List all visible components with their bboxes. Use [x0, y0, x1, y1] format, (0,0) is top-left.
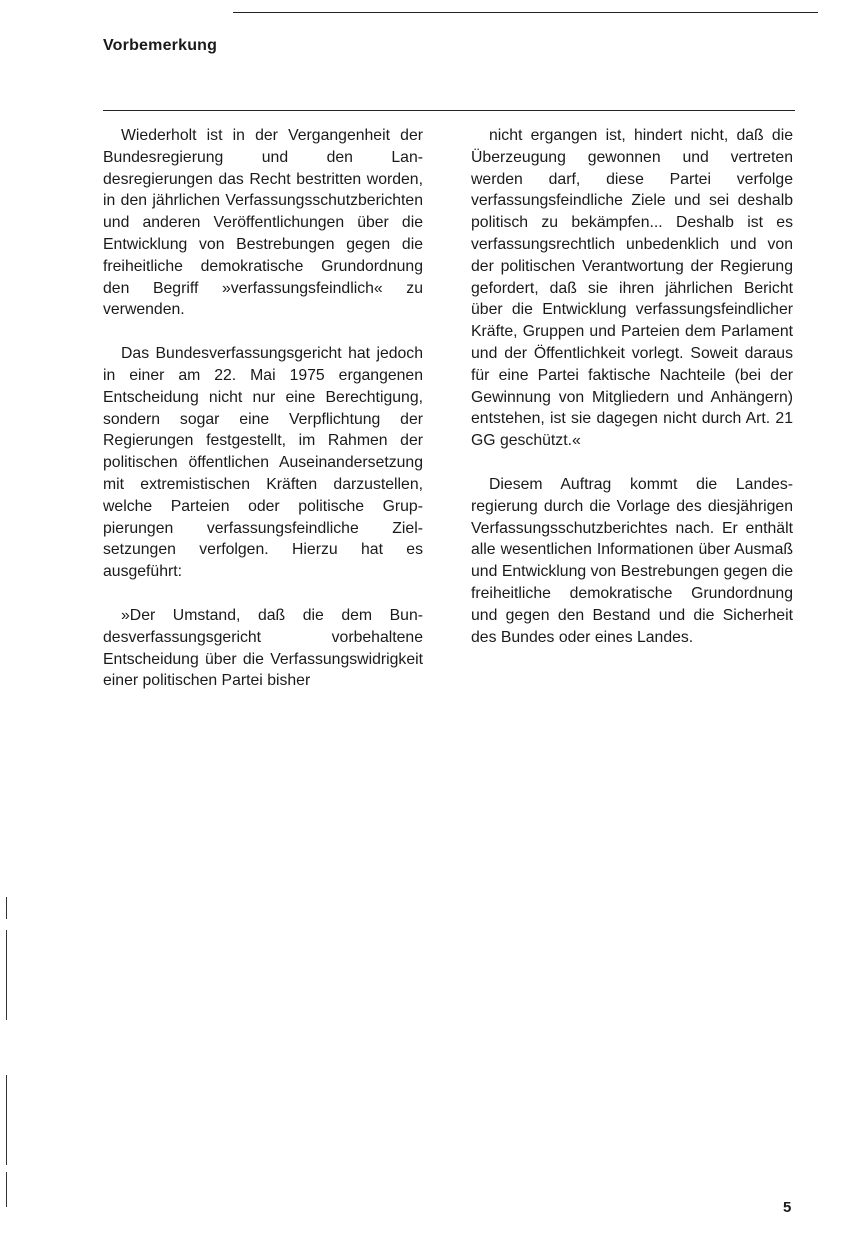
paragraph: Wiederholt ist in der Vergangenheit der Bundesregierung und den Landesregierungen das Recht bestritten worden, in den jährlichen Verfassungsschutzberichten und anderen Veröffentlichungen über die Entwicklung von Bestrebungen gegen die freiheitliche demokratische Grundordnung den Begriff »verfassungsfeindlich« zu verwenden. [103, 127, 423, 319]
paragraph: »Der Umstand, daß die dem Bundesverfassungsgericht vorbehaltene Entscheidung über die Verfassungswidrigkeit einer politischen Partei bisher [103, 606, 423, 690]
paragraph: Diesem Auftrag kommt die Landesregierung durch die Vorlage des diesjährigen Verfassungsschutzberichtes nach. Er enthält alle wesentlichen Informationen über Ausmaß und Entwicklung von Bestrebungen gegen die freiheitliche demokratische Grundordnung und gegen den Bestand und die Sicherheit des Bundes oder eines Landes. [471, 475, 793, 646]
paragraph: Das Bundesverfassungsgericht hat jedoch in einer am 22. Mai 1975 ergangenen Entscheidung nicht nur eine Berechtigung, sondern sogar eine Verpflichtung der Regierungen festgestellt, im Rahmen der politischen öffentlichen Auseinandersetzung mit extremistischen Kräften darzustellen, welche Parteien oder politische Gruppierungen verfassungsfeindliche Zielsetzungen verfolgen. Hierzu hat es ausgeführt: [103, 345, 423, 581]
section-rule [103, 110, 795, 111]
left-column [103, 125, 423, 714]
scan-artifact [6, 897, 7, 919]
section-title: Vorbemerkung [103, 37, 218, 54]
header-rule [233, 12, 818, 13]
right-column [471, 125, 793, 670]
scan-artifact [6, 930, 7, 1020]
scan-artifact [6, 1075, 7, 1165]
page-number: 5 [783, 1199, 792, 1216]
paragraph: nicht ergangen ist, hindert nicht, daß die Überzeugung gewonnen und vertreten werden darf, diese Partei verfolge verfassungsfeindliche Ziele und sei deshalb politisch zu bekämpfen... Deshalb ist es verfassungsrechtlich unbedenklich und von der politischen Verantwortung der Regierung gefordert, daß sie ihren jährlichen Bericht über die Entwicklung verfassungsfeindlicher Kräfte, Gruppen und Parteien dem Parlament und der Öffentlichkeit vorlegt. Soweit daraus für eine Partei faktische Nachteile (bei der Gewinnung von Mitgliedern und Anhängern) entstehen, ist sie dagegen nicht durch Art. 21 GG geschützt.« [471, 127, 793, 450]
scan-artifact [6, 1172, 7, 1207]
